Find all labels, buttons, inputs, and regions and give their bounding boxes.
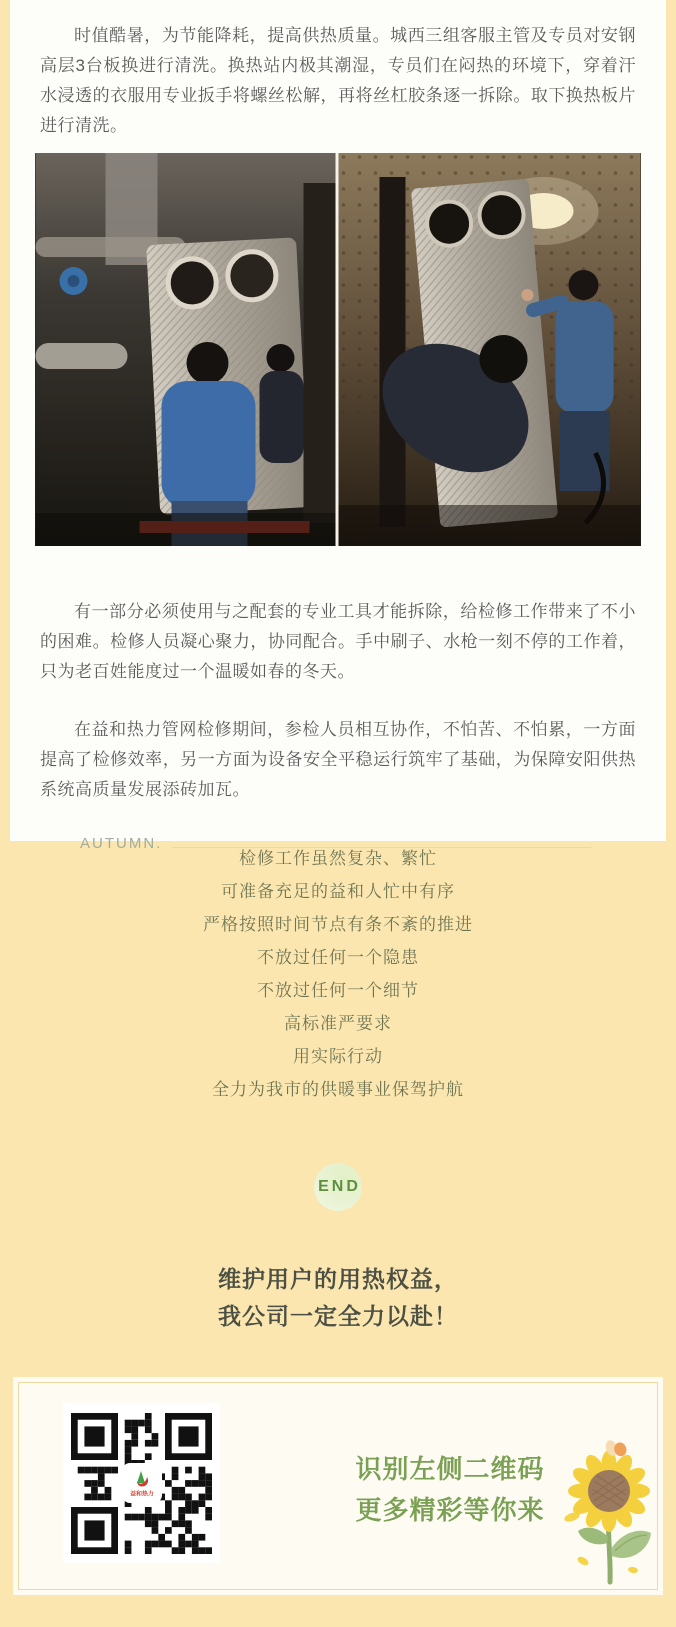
divider-line [172, 847, 591, 848]
highlight-line: 严格按照时间节点有条不紊的推进 [203, 915, 473, 934]
sunflower-illustration [563, 1439, 655, 1587]
end-badge-label: END [318, 1178, 361, 1195]
highlight-line: 不放过任何一个隐患 [257, 948, 419, 967]
highlight-line: 检修工作虽然复杂、繁忙 [239, 849, 437, 868]
body-paragraph-2: 有一部分必须使用与之配套的专业工具才能拆除，给检修工作带来了不小的困难。检修人员凝心聚力，协同配合。手中刷子、水枪一刻不停的工作着，只为老百姓能度过一个温暖如春的冬天。 [40, 602, 636, 681]
qr-footer-card [13, 1377, 663, 1595]
highlight-line: 高标准严要求 [284, 1014, 392, 1033]
slogan-line: 我公司一定全力以赴！ [218, 1303, 458, 1329]
body-paragraph-3: 在益和热力管网检修期间，参检人员相互协作，不怕苦、不怕累，一方面提高了检修效率，另一方面为设备安全平稳运行筑牢了基础，为保障安阳供热系统高质量发展添砖加瓦。 [40, 720, 636, 799]
maintenance-photo-image [35, 153, 641, 546]
slogan-block [0, 1261, 676, 1335]
article-card [10, 0, 666, 852]
intro-paragraph: 时值酷暑，为节能降耗，提高供热质量。城西三组客服主管及专员对安钢高层3台板换进行清洗。换热站内极其潮湿，专员们在闷热的环境下，穿着汗水浸透的衣服用专业扳手将螺丝松解，再将丝杠胶条逐一拆除。取下换热板片进行清洗。 [40, 26, 636, 135]
slogan-line: 维护用户的用热权益， [218, 1266, 458, 1292]
highlight-line: 用实际行动 [293, 1047, 383, 1066]
qr-logo [122, 1463, 162, 1503]
highlight-line: 不放过任何一个细节 [257, 981, 419, 1000]
qr-logo-label: 益和热力 [129, 1490, 154, 1498]
end-badge [314, 1163, 362, 1211]
maintenance-photo[interactable] [35, 153, 641, 546]
cta-line: 更多精彩等你来 [355, 1495, 545, 1525]
highlight-line: 可准备充足的益和人忙中有序 [221, 882, 455, 901]
qr-logo-icon [132, 1469, 152, 1489]
highlight-section [0, 841, 676, 1377]
cta-line: 识别左侧二维码 [355, 1454, 545, 1484]
qr-code[interactable] [63, 1403, 220, 1563]
autumn-label: AUTUMN. [80, 835, 163, 852]
highlight-line: 全力为我市的供暖事业保驾护航 [212, 1080, 464, 1099]
qr-cta [340, 1449, 560, 1531]
